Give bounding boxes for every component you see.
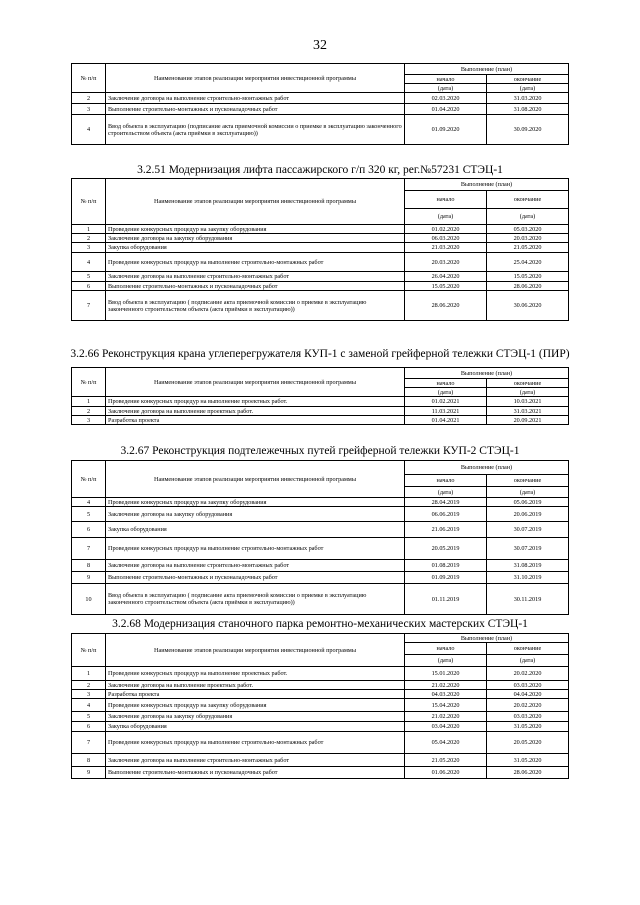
- row-name: Ввод объекта в эксплуатацию (подписание акта приемочной комиссии о приемке в эксплуатацию законченного строительством объекта (акта приёмки в эксплуатацию)): [106, 115, 405, 145]
- row-name: Ввод объекта в эксплуатацию ( подписание акта приемочной комиссии о приемке в эксплуатацию законченного строительством объекта (акта приёмки в эксплуатацию)): [106, 291, 405, 321]
- row-start: 01.04.2020: [405, 104, 487, 115]
- row-start: 01.09.2020: [405, 115, 487, 145]
- row-name: Заключение договора на выполнение строительно-монтажных работ: [106, 93, 405, 104]
- row-name: Проведение конкурсных процедур на закупку оборудования: [106, 498, 405, 507]
- col-execution-header: Выполнение (план): [405, 368, 569, 379]
- row-end: 31.08.2019: [487, 560, 569, 572]
- table-row: [72, 272, 569, 282]
- row-name: Проведение конкурсных процедур на выполнение проектных работ.: [106, 397, 405, 407]
- col-start-header: начало: [405, 643, 487, 655]
- row-end: 31.03.2021: [487, 407, 569, 416]
- col-execution-header: Выполнение (план): [405, 179, 569, 191]
- section-title: 3.2.66 Реконструкция крана углеперегружателя КУП-1 с заменой грейферной тележки СТЭЦ-1 (ПИР): [70, 348, 570, 360]
- table-row: [72, 712, 569, 722]
- row-name: Разработка проекта: [106, 416, 405, 425]
- row-num: 5: [72, 272, 106, 282]
- row-num: 3: [72, 243, 106, 253]
- row-start: 01.06.2020: [405, 767, 487, 779]
- stages-table: [71, 633, 569, 779]
- row-start: 15.05.2020: [405, 282, 487, 291]
- col-execution-header: Выполнение (план): [405, 64, 569, 75]
- table-row: [72, 584, 569, 615]
- row-name: Выполнение строительно-монтажных и пусконаладочных работ: [106, 104, 405, 115]
- col-start-header: начало: [405, 75, 487, 84]
- row-end: 03.03.2020: [487, 712, 569, 722]
- row-name: Проведение конкурсных процедур на закупку оборудования: [106, 699, 405, 712]
- table-row: [72, 667, 569, 681]
- row-start: 20.05.2019: [405, 538, 487, 560]
- col-start-date-header: (дата): [405, 487, 487, 498]
- col-start-header: начало: [405, 379, 487, 388]
- row-end: 28.06.2020: [487, 282, 569, 291]
- col-end-header: окончание: [487, 379, 569, 388]
- row-end: 31.05.2020: [487, 722, 569, 732]
- row-start: 01.02.2020: [405, 225, 487, 234]
- section-title: 3.2.51 Модернизация лифта пассажирского г/п 320 кг, рег.№57231 СТЭЦ-1: [137, 164, 503, 176]
- row-num: 4: [72, 498, 106, 507]
- col-start-date-header: (дата): [405, 209, 487, 225]
- stages-table: [71, 178, 569, 321]
- table-row: [72, 225, 569, 234]
- table-row: [72, 560, 569, 572]
- table-row: [72, 699, 569, 712]
- col-num-header: № п/п: [72, 634, 106, 667]
- row-name: Заключение договора на закупку оборудования: [106, 234, 405, 243]
- row-end: 20.09.2021: [487, 416, 569, 425]
- row-num: 8: [72, 560, 106, 572]
- row-start: 03.04.2020: [405, 722, 487, 732]
- row-num: 6: [72, 282, 106, 291]
- col-start-header: начало: [405, 475, 487, 487]
- stages-table: [71, 63, 569, 145]
- row-start: 01.04.2021: [405, 416, 487, 425]
- col-end-header: окончание: [487, 191, 569, 209]
- row-name: Выполнение строительно-монтажных и пусконаладочных работ: [106, 282, 405, 291]
- row-name: Закупка оборудования: [106, 243, 405, 253]
- row-num: 10: [72, 584, 106, 615]
- row-start: 20.03.2020: [405, 253, 487, 272]
- col-name-header: Наименование этапов реализации мероприятия инвестиционной программы: [106, 368, 405, 397]
- table-row: [72, 538, 569, 560]
- table-row: [72, 722, 569, 732]
- table-row: [72, 681, 569, 690]
- row-end: 04.04.2020: [487, 690, 569, 699]
- row-name: Проведение конкурсных процедур на выполнение строительно-монтажных работ: [106, 253, 405, 272]
- row-start: 26.04.2020: [405, 272, 487, 282]
- col-end-header: окончание: [487, 643, 569, 655]
- row-num: 7: [72, 291, 106, 321]
- row-end: 20.02.2020: [487, 699, 569, 712]
- col-end-date-header: (дата): [487, 388, 569, 397]
- row-name: Разработка проекта: [106, 690, 405, 699]
- table-row: [72, 767, 569, 779]
- row-name: Заключение договора на выполнение проектных работ.: [106, 407, 405, 416]
- col-end-header: окончание: [487, 475, 569, 487]
- row-end: 30.07.2019: [487, 538, 569, 560]
- row-end: 25.04.2020: [487, 253, 569, 272]
- col-num-header: № п/п: [72, 64, 106, 93]
- row-start: 01.11.2019: [405, 584, 487, 615]
- col-execution-header: Выполнение (план): [405, 634, 569, 643]
- row-start: 01.02.2021: [405, 397, 487, 407]
- row-end: 20.05.2020: [487, 732, 569, 754]
- row-num: 6: [72, 722, 106, 732]
- row-num: 5: [72, 712, 106, 722]
- table-row: [72, 732, 569, 754]
- table-row: [72, 416, 569, 425]
- stages-table: [71, 460, 569, 615]
- row-end: 03.03.2020: [487, 681, 569, 690]
- row-num: 1: [72, 225, 106, 234]
- row-name: Заключение договора на закупку оборудования: [106, 712, 405, 722]
- col-end-date-header: (дата): [487, 487, 569, 498]
- table-row: [72, 234, 569, 243]
- col-name-header: Наименование этапов реализации мероприятия инвестиционной программы: [106, 461, 405, 498]
- row-name: Проведение конкурсных процедур на выполнение строительно-монтажных работ: [106, 538, 405, 560]
- table-row: [72, 253, 569, 272]
- row-start: 01.09.2019: [405, 572, 487, 584]
- row-start: 06.03.2020: [405, 234, 487, 243]
- table-row: [72, 104, 569, 115]
- table-row: [72, 690, 569, 699]
- col-name-header: Наименование этапов реализации мероприятия инвестиционной программы: [106, 179, 405, 225]
- row-end: 30.07.2019: [487, 522, 569, 538]
- col-end-date-header: (дата): [487, 655, 569, 667]
- row-num: 3: [72, 104, 106, 115]
- table-row: [72, 754, 569, 767]
- row-start: 28.04.2019: [405, 498, 487, 507]
- row-start: 21.02.2020: [405, 681, 487, 690]
- row-name: Ввод объекта в эксплуатацию ( подписание акта приемочной комиссии о приемке в эксплуатацию законченного строительством объекта (акта приёмки в эксплуатацию)): [106, 584, 405, 615]
- col-num-header: № п/п: [72, 368, 106, 397]
- col-start-date-header: (дата): [405, 388, 487, 397]
- row-num: 7: [72, 538, 106, 560]
- row-start: 05.04.2020: [405, 732, 487, 754]
- row-name: Заключение договора на выполнение строительно-монтажных работ: [106, 560, 405, 572]
- row-end: 05.06.2019: [487, 498, 569, 507]
- table-row: [72, 115, 569, 145]
- row-name: Проведение конкурсных процедур на выполнение проектных работ.: [106, 667, 405, 681]
- row-num: 2: [72, 407, 106, 416]
- row-end: 31.08.2020: [487, 104, 569, 115]
- table-row: [72, 522, 569, 538]
- row-name: Выполнение строительно-монтажных и пусконаладочных работ: [106, 572, 405, 584]
- row-num: 6: [72, 522, 106, 538]
- row-num: 4: [72, 115, 106, 145]
- row-start: 06.06.2019: [405, 507, 487, 522]
- row-start: 04.03.2020: [405, 690, 487, 699]
- col-name-header: Наименование этапов реализации мероприятия инвестиционной программы: [106, 634, 405, 667]
- col-name-header: Наименование этапов реализации мероприятия инвестиционной программы: [106, 64, 405, 93]
- table-row: [72, 507, 569, 522]
- row-start: 21.02.2020: [405, 712, 487, 722]
- row-end: 21.05.2020: [487, 243, 569, 253]
- row-end: 31.05.2020: [487, 754, 569, 767]
- row-start: 11.03.2021: [405, 407, 487, 416]
- row-start: 15.04.2020: [405, 699, 487, 712]
- row-end: 10.03.2021: [487, 397, 569, 407]
- row-num: 4: [72, 699, 106, 712]
- section-title: 3.2.67 Реконструкция подтележечных путей грейферной тележки КУП-2 СТЭЦ-1: [120, 445, 520, 457]
- row-num: 7: [72, 732, 106, 754]
- section-title: 3.2.68 Модернизация станочного парка ремонтно-механических мастерских СТЭЦ-1: [112, 618, 528, 630]
- row-name: Заключение договора на закупку оборудования: [106, 507, 405, 522]
- row-end: 31.10.2019: [487, 572, 569, 584]
- col-start-date-header: (дата): [405, 655, 487, 667]
- row-num: 1: [72, 667, 106, 681]
- row-name: Проведение конкурсных процедур на закупку оборудования: [106, 225, 405, 234]
- row-end: 28.06.2020: [487, 767, 569, 779]
- row-num: 1: [72, 397, 106, 407]
- col-num-header: № п/п: [72, 461, 106, 498]
- row-num: 3: [72, 690, 106, 699]
- table-row: [72, 498, 569, 507]
- row-num: 8: [72, 754, 106, 767]
- row-start: 21.05.2020: [405, 754, 487, 767]
- col-num-header: № п/п: [72, 179, 106, 225]
- row-name: Заключение договора на выполнение строительно-монтажных работ: [106, 754, 405, 767]
- row-num: 2: [72, 93, 106, 104]
- col-execution-header: Выполнение (план): [405, 461, 569, 475]
- row-end: 05.03.2020: [487, 225, 569, 234]
- row-num: 2: [72, 234, 106, 243]
- row-start: 21.06.2019: [405, 522, 487, 538]
- col-end-date-header: (дата): [487, 84, 569, 93]
- row-end: 15.05.2020: [487, 272, 569, 282]
- row-name: Закупка оборудования: [106, 722, 405, 732]
- row-num: 2: [72, 681, 106, 690]
- row-name: Заключение договора на выполнение строительно-монтажных работ: [106, 272, 405, 282]
- row-name: Проведение конкурсных процедур на выполнение строительно-монтажных работ: [106, 732, 405, 754]
- col-end-header: окончание: [487, 75, 569, 84]
- row-end: 31.03.2020: [487, 93, 569, 104]
- col-end-date-header: (дата): [487, 209, 569, 225]
- row-end: 20.06.2019: [487, 507, 569, 522]
- table-row: [72, 397, 569, 407]
- row-num: 3: [72, 416, 106, 425]
- row-num: 9: [72, 572, 106, 584]
- table-row: [72, 282, 569, 291]
- row-start: 02.03.2020: [405, 93, 487, 104]
- table-row: [72, 243, 569, 253]
- row-name: Заключение договора на выполнение проектных работ.: [106, 681, 405, 690]
- table-row: [72, 407, 569, 416]
- col-start-header: начало: [405, 191, 487, 209]
- row-end: 30.09.2020: [487, 115, 569, 145]
- row-num: 4: [72, 253, 106, 272]
- row-start: 15.01.2020: [405, 667, 487, 681]
- row-start: 21.03.2020: [405, 243, 487, 253]
- table-row: [72, 572, 569, 584]
- row-name: Выполнение строительно-монтажных и пусконаладочных работ: [106, 767, 405, 779]
- page-number: 32: [313, 38, 327, 53]
- row-end: 20.02.2020: [487, 667, 569, 681]
- row-num: 9: [72, 767, 106, 779]
- row-end: 20.03.2020: [487, 234, 569, 243]
- row-start: 28.06.2020: [405, 291, 487, 321]
- table-row: [72, 93, 569, 104]
- row-end: 30.06.2020: [487, 291, 569, 321]
- row-start: 01.08.2019: [405, 560, 487, 572]
- row-name: Закупка оборудования: [106, 522, 405, 538]
- stages-table: [71, 367, 569, 425]
- col-start-date-header: (дата): [405, 84, 487, 93]
- row-num: 5: [72, 507, 106, 522]
- table-row: [72, 291, 569, 321]
- row-end: 30.11.2019: [487, 584, 569, 615]
